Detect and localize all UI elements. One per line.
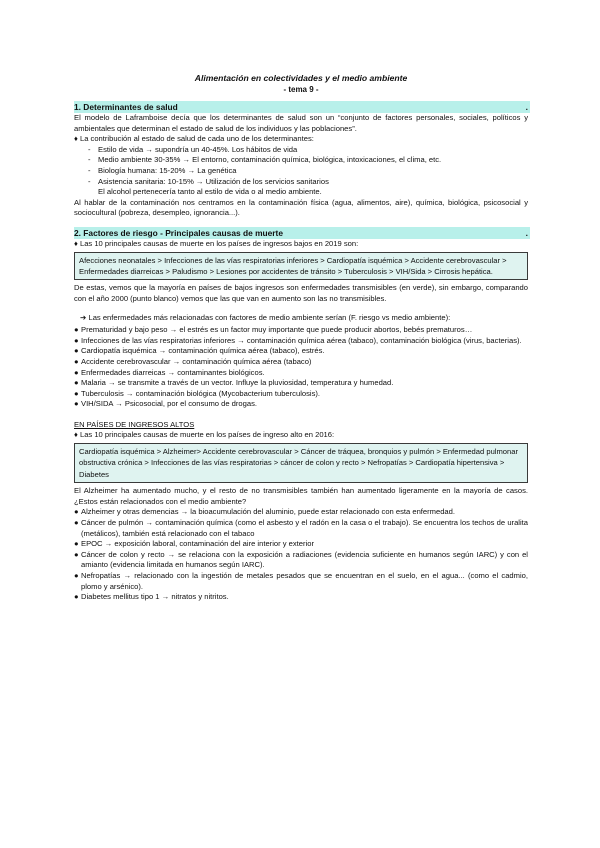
list-item: ● Accidente cerebrovascular → contaminación química aérea (tabaco) — [74, 356, 312, 366]
high-income-causes-box: Cardiopatía isquémica > Alzheimer> Accidente cerebrovascular > Cáncer de tráquea, bronquios y pulmón > Enfermedad pulmonar obstructiva crónica > Infecciones de las vías respiratorias > cáncer de colon y recto > Nefropatías > Cardiopatía hipertensiva > Diabetes — [74, 443, 528, 483]
list-item: ● Infecciones de las vías respiratorias inferiores → contaminación química aérea (tabaco), contaminación biológica (virus, bacterias). — [74, 335, 522, 345]
high-income-comment: El Alzheimer ha aumentado mucho, y el resto de no transmisibles también han aumentado ligeramente en la mayoría de casos. ¿Estos están relacionados con el medio ambiente? — [74, 486, 528, 506]
low-income-causes-box: Afecciones neonatales > Infecciones de las vías respiratorias inferiores > Cardiopatía isquémica > Accidente cerebrovascular > Enfermedades diarreicas > Paludismo > Lesiones por accidentes de tránsito > Tuberculosis > VIH/Sida > Cirrosis hepática. — [74, 252, 528, 281]
list-item: - Asistencia sanitaria: 10-15% → Utilización de los servicios sanitarios — [88, 176, 329, 186]
section-1-intro: El modelo de Laframboise decía que los determinantes de salud son un “conjunto de factores personales, sociales, políticos y ambientales que determinan el estado de salud de los individuos y las poblaciones”. — [74, 113, 528, 133]
list-item: ● Cardiopatía isquémica → contaminación química aérea (tabaco), estrés. — [74, 346, 325, 356]
section-2-heading-text: 2. Factores de riesgo - Principales causas de muerte — [74, 227, 283, 238]
list-item: ● Cáncer de colon y recto → se relaciona con la exposición a radiaciones (evidencia suficiente en humanos según IARC) y con el amianto (evidencia limitada en humanos según IARC). — [74, 549, 528, 570]
section-2-heading — [74, 227, 530, 239]
list-item: ● Alzheimer y otras demencias → la bioacumulación del aluminio, puede estar relacionado con esta enfermedad. — [74, 507, 455, 517]
list-item: ● Cáncer de pulmón → contaminación química (como el asbesto y el radón en la casa o el trabajo). Se encuentra los techos de uralita (metálicos), también está relacionado con el tabaco — [74, 518, 528, 538]
document-subtitle: - tema 9 - — [283, 85, 319, 94]
list-item: ● Nefropatías → relacionado con la ingestión de metales pesados que se encuentran en el suelo, en el agua... (como el cadmio, plomo y arsénico). — [74, 571, 528, 591]
determinants-list — [74, 145, 528, 198]
document-title: Alimentación en colectividades y el medio ambiente — [194, 73, 408, 83]
section-1-heading-dot: . — [525, 102, 528, 112]
environment-diseases-list — [74, 325, 528, 410]
section-1-closing: Al hablar de la contaminación nos centramos en la contaminación física (agua, alimentos, aire), química, biológica, psicosocial y sociocultural (pobreza, desempleo, ignorancia...). — [74, 197, 528, 218]
list-item: ● Tuberculosis → contaminación biológica (Mycobacterium tuberculosis). — [74, 388, 321, 398]
list-item: - Medio ambiente 30-35% → El entorno, contaminación química, biológica, intoxicaciones, el clima, etc. — [88, 155, 442, 165]
high-income-diseases-list — [74, 507, 528, 602]
list-item: ● Enfermedades diarreicas → contaminantes biológicos. — [74, 367, 265, 377]
list-item: - Biología humana: 15-20% → La genética — [88, 165, 237, 175]
environment-intro: ➔ Las enfermedades más relacionadas con factores de medio ambiente serían (F. riesgo vs medio ambiente): — [80, 312, 451, 322]
low-income-comment: De estas, vemos que la mayoría en países de bajos ingresos son enfermedades transmisibles (en verde), sin embargo, comparando con el año 2000 (punto blanco) vemos que las que van en aumento son las no transmisibles. — [74, 283, 528, 303]
section-1-heading — [74, 101, 530, 113]
section-1-contrib: ♦ La contribución al estado de salud de cada uno de los determinantes: — [74, 134, 314, 144]
section-1-heading-text: 1. Determinantes de salud — [74, 102, 178, 112]
high-income-heading: EN PAÍSES DE INGRESOS ALTOS — [74, 419, 195, 429]
section-2-heading-dot: . — [525, 227, 528, 238]
list-item: ● Diabetes mellitus tipo 1 → nitratos y nitritos. — [74, 592, 229, 602]
list-item: ● EPOC → exposición laboral, contaminación del aire interior y exterior — [74, 539, 314, 549]
list-item: ● Malaria → se transmite a través de un vector. Influye la pluviosidad, temperatura y humedad. — [74, 378, 394, 388]
list-item: - Estilo de vida → supondría un 40-45%. Los hábitos de vida — [88, 144, 298, 154]
list-item: ● VIH/SIDA → Psicosocial, por el consumo de drogas. — [74, 399, 258, 409]
alcohol-note: El alcohol pertenecería tanto al estilo de vida o al medio ambiente. — [98, 187, 322, 197]
list-item: ● Prematuridad y bajo peso → el estrés es un factor muy importante que puede producir abortos, bebés prematuros… — [74, 325, 473, 335]
high-income-intro: ♦ Las 10 principales causas de muerte en los países de ingreso alto en 2016: — [74, 430, 335, 440]
document-page — [74, 73, 528, 603]
low-income-intro: ♦ Las 10 principales causas de muerte en los países de ingresos bajos en 2019 son: — [74, 238, 359, 248]
